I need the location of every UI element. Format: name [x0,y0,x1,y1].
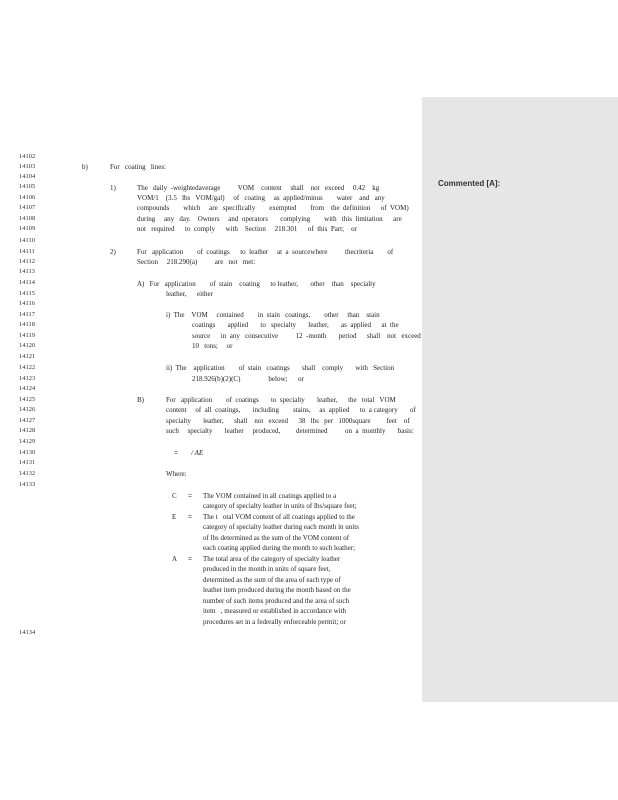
item2-line: Section 218.290(a) are not met: [137,258,256,266]
line-number: 14114 [19,279,36,286]
subitem-B-line: For application of coatings to specialty leather, the total VOM [166,396,396,404]
definition-equals: = [188,513,192,521]
line-number: 14108 [19,215,36,222]
line-number: 14107 [19,204,36,211]
definition-line: produced in the month in units of square feet, [203,565,331,573]
item1-line: The daily -weightedaverage VOM content shall not exceed 0.42 kg [137,184,380,192]
line-number: 14128 [19,427,36,434]
line-number: 14123 [19,375,36,382]
clause-ii-line: ii) The application of stain coatings shall comply with Section [166,364,395,372]
line-number: 14109 [19,225,36,232]
line-number: 14115 [19,290,36,297]
item1-line: not required to comply with Section 218.301 of this Part; or [137,225,357,233]
line-number: 14113 [19,268,36,275]
line-number: 14117 [19,311,36,318]
clause-ii-line: 218.926(b)(2)(C) below; or [192,375,304,383]
line-number: 14133 [19,481,36,488]
item1-line: VOM/1 (3.5 lbs VOM/gal) of coating as applied/minus water and any [137,194,385,202]
definition-line: each coating applied during the month to such leather; [203,544,356,552]
definition-line: procedures set in a federally enforceable permit; or [203,618,346,626]
definition-symbol: C [172,492,177,500]
comment-label: Commented [A]: [438,179,501,188]
item-marker-2: 2) [110,248,116,256]
line-number: 14120 [19,342,36,349]
clause-i-line: coatings applied to specialty leather, as applied at the [192,321,399,329]
line-number: 14125 [19,396,36,403]
line-number: 14119 [19,332,36,339]
clause-i-line: source in any consecutive 12 -month period shall not exceed [192,332,421,340]
equation-rhs: / AE [191,449,204,457]
definition-line: number of such items produced and the area of such [203,597,349,605]
clause-i-line: 10 tons; or [192,342,233,350]
subitem-A-line: A) For application of stain coating to leather, other than specialty [137,280,376,288]
line-number: 14111 [19,248,35,255]
subitem-B-line: specialty leather, shall not exceed 38 lbs per 1000square feet of [166,417,410,425]
item2-line: For application of coatings to leather at a sourcewhere thecriteria of [137,248,394,256]
item1-line: during any day. Owners and operators complying with this limitation are [137,215,402,223]
item1-line: compounds which are specifically exempted from the definition of VOM) [137,204,409,212]
subitem-A-line: leather, either [166,290,213,298]
subitem-marker-B: B) [137,396,144,404]
item-marker-1: 1) [110,184,116,192]
line-number: 14116 [19,300,36,307]
comment-pane[interactable] [422,97,618,702]
line-number: 14131 [19,459,36,466]
line-number: 14106 [19,194,36,201]
subitem-B-line: such specialty leather produced, determined on a monthly basis: [166,427,414,435]
line-number: 14124 [19,385,36,392]
line-number: 14134 [19,629,36,636]
line-number: 14132 [19,470,36,477]
definition-line: category of specialty leather in units of lbs/square feet; [203,502,357,510]
definition-line: The VOM contained in all coatings applied to a [203,492,337,500]
line-number: 14112 [19,258,36,265]
definition-line: The total area of the category of specialty leather [203,555,341,563]
line-number: 14122 [19,364,36,371]
line-number: 14102 [19,153,36,160]
definition-line: determined as the sum of the area of each type of [203,576,341,584]
definition-equals: = [188,555,192,563]
definition-symbol: A [172,555,178,563]
line-number: 14121 [19,353,36,360]
definition-line: leather item produced during the month based on the [203,586,351,594]
definition-line: of lbs determined as the sum of the VOM content of [203,534,350,542]
definition-line: The t otal VOM content of all coatings applied to the [203,513,355,521]
equation-equals: = [174,449,178,457]
definition-equals: = [188,492,192,500]
line-number: 14129 [19,438,36,445]
clause-i-line: i) The VOM contained in stain coatings, other than stain [166,311,380,319]
section-heading: For coating lines: [110,163,166,171]
definition-symbol: E [172,513,177,521]
line-number: 14110 [19,237,36,244]
line-number: 14127 [19,417,36,424]
definition-line: category of specialty leather during each month in units [203,523,359,531]
section-marker-b: b) [82,163,88,171]
definition-line: item , measured or established in accordance with [203,607,347,615]
line-number: 14118 [19,321,36,328]
line-number: 14130 [19,449,36,456]
subitem-B-line: content of all coatings, including stains, as applied to a category of [166,406,416,414]
line-number: 14104 [19,173,36,180]
line-number: 14126 [19,406,36,413]
line-number: 14105 [19,183,36,190]
line-number: 14103 [19,163,36,170]
where-label: Where: [166,470,187,478]
